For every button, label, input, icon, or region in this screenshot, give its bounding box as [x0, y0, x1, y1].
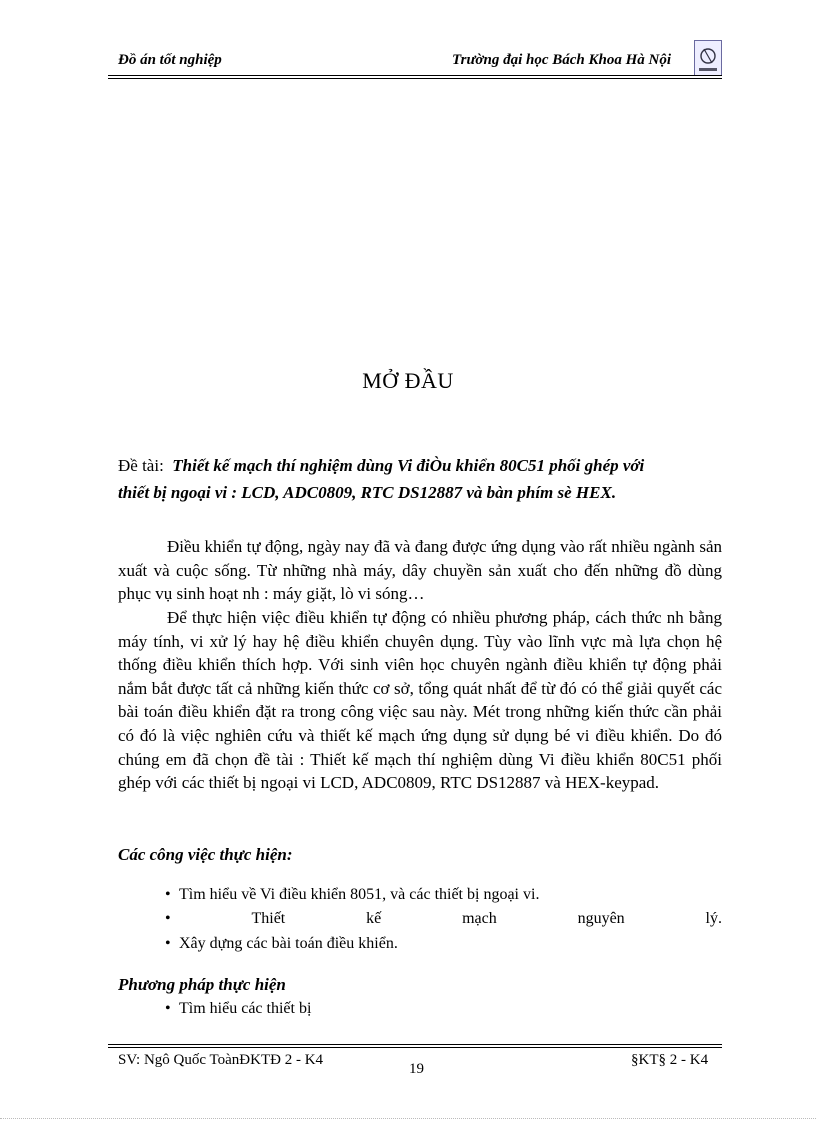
- page-title: MỞ ĐẦU: [362, 368, 454, 393]
- topic: [118, 452, 722, 506]
- footer-left: SV: Ngô Quốc ToànĐKTĐ 2 - K4: [118, 1052, 324, 1068]
- list-item: • Xây dựng các bài toán điều khiển.: [165, 935, 398, 952]
- page-edge-dots: [0, 1118, 816, 1119]
- list-item: • Tìm hiểu về Vi điều khiển 8051, và các thiết bị ngoại vi.: [165, 886, 540, 903]
- header-right: Trường đại học Bách Khoa Hà Nội: [452, 52, 672, 68]
- list-item: • Tìm hiểu các thiết bị: [165, 1000, 312, 1017]
- list-item: • Thiết kế mạch nguyên lý.: [165, 910, 722, 927]
- bullet-icon: •: [165, 1000, 171, 1017]
- page-number: 19: [409, 1061, 424, 1077]
- bullet-icon: •: [165, 935, 171, 952]
- topic-line-1: Thiết kế mạch thí nghiệm dùng Vi điÒu khiển 80C51 phối ghép với: [172, 456, 645, 475]
- footer-right: §KT§ 2 - K4: [631, 1052, 709, 1068]
- topic-line-2: thiết bị ngoại vi : LCD, ADC0809, RTC DS12887 và bàn phím sè HEX.: [118, 483, 617, 502]
- paragraph-2: Để thực hiện việc điều khiển tự động có nhiều phương pháp, cách thức nh bằng máy tính, vi xử lý hay hệ điều khiển chuyên dụng. Tùy vào lĩnh vực mà lựa chọn hệ thống điều khiển thích hợp. Với sinh viên học chuyên ngành điều khiển tự động phải nắm bắt được tất cả những kiến thức cơ sở, tổng quát nhất để từ đó có thể giải quyết các bài toán điều khiển đặt ra trong công việc sau này. Mét trong những kiến thức cần phải có đó là việc nghiên cứu và thiết kế mạch ứng dụng sử dụng bé vi điều khiển. Do đó chúng em đã chọn đề tài : Thiết kế mạch thí nghiệm dùng Vi điều khiển 80C51 phối ghép với các thiết bị ngoại vi LCD, ADC0809, RTC DS12887 và HEX-keypad.: [118, 608, 722, 793]
- footer-rule: [108, 1044, 722, 1048]
- topic-label: Đề tài:: [118, 456, 164, 475]
- header-rule: [108, 75, 722, 79]
- paragraph-1: Điều khiển tự động, ngày nay đã và đang được ứng dụng vào rất nhiều ngành sản xuất và cuộc sống. Từ những nhà máy, dây chuyền sản xuất cho đến những đồ dùng phục vụ sinh hoạt nh : máy giặt, lò vi sóng…: [118, 537, 722, 604]
- tasks-heading: Các công việc thực hiện:: [118, 845, 293, 864]
- header-left: Đồ án tốt nghiệp: [118, 52, 222, 68]
- bullet-icon: •: [165, 886, 171, 903]
- university-logo-icon: [694, 40, 722, 76]
- methods-heading: Phương pháp thực hiện: [118, 975, 286, 994]
- bullet-icon: •: [165, 910, 171, 927]
